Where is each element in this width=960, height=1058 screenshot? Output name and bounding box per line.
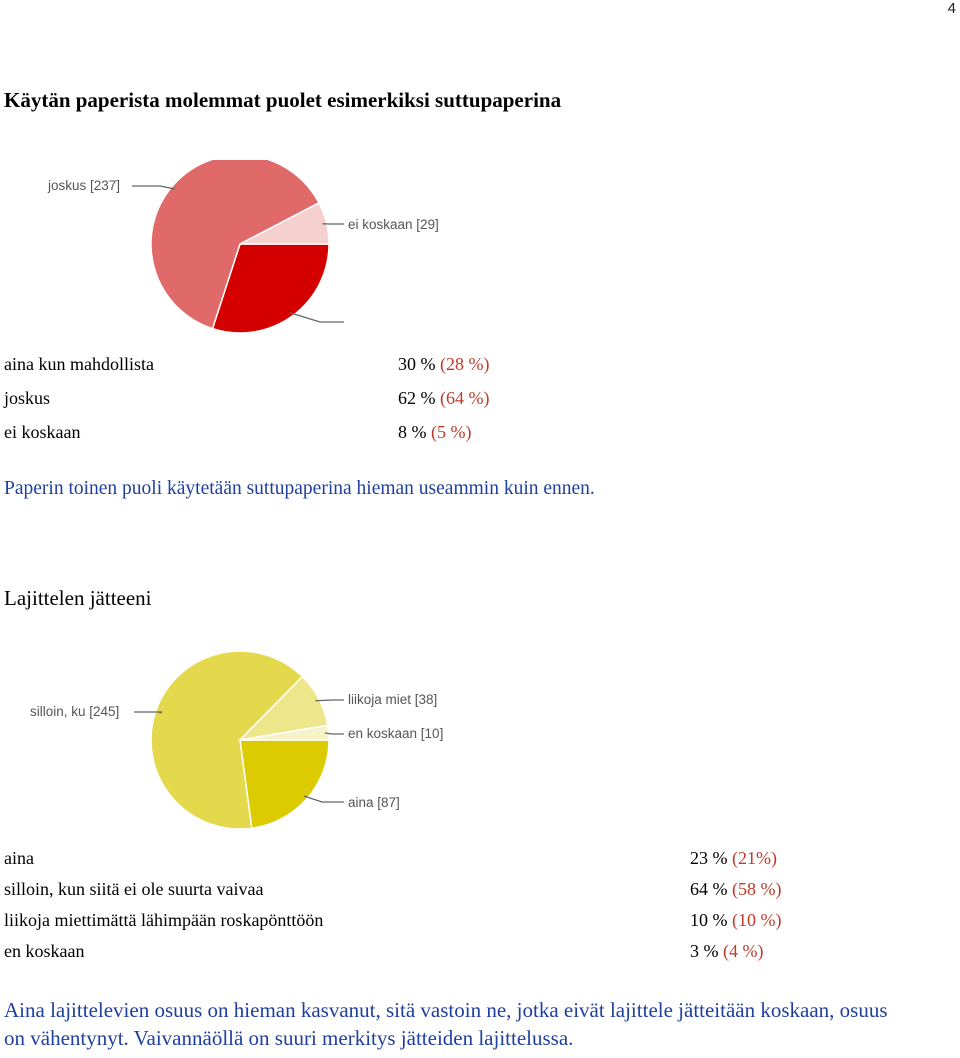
pie1-label-joskus: joskus [237] xyxy=(48,178,121,193)
s2-row-2-value xyxy=(690,910,781,931)
pie2-leader-0 xyxy=(304,796,344,802)
s1-row-1-previous: (64 %) xyxy=(440,388,490,408)
pie1-leader-1 xyxy=(132,186,175,189)
section2-title: Lajittelen jätteeni xyxy=(4,586,152,610)
s2-row-3-previous: (4 %) xyxy=(723,941,764,961)
s1-row-1-value xyxy=(398,388,489,409)
s1-row-2-label: ei koskaan xyxy=(4,422,81,442)
s2-row-1-label: silloin, kun siitä ei ole suurta vaivaa xyxy=(4,879,264,899)
s2-row-0-previous: (21%) xyxy=(732,848,777,868)
s1-row-2-value xyxy=(398,422,471,443)
pie2-slice-0 xyxy=(240,740,329,828)
s1-row-2-previous: (5 %) xyxy=(431,422,472,442)
pie1-leader-0 xyxy=(290,313,344,322)
pie-chart-paper-usage xyxy=(0,160,520,345)
s1-row-0-previous: (28 %) xyxy=(440,354,490,374)
page-number: 4 xyxy=(947,0,956,17)
pie2-label-silloin: silloin, ku [245] xyxy=(30,704,120,719)
s1-row-0-value xyxy=(398,354,489,375)
s2-row-2-label: liikoja miettimättä lähimpään roskapönttöön xyxy=(4,910,324,930)
s1-row-1-label: joskus xyxy=(4,388,51,408)
s2-row-0-current: 23 % xyxy=(690,848,728,868)
pie2-label-aina: aina [87] xyxy=(348,795,400,810)
pie2-label-liikoja: liikoja miet [38] xyxy=(348,692,438,707)
s1-row-2-current: 8 % xyxy=(398,422,427,442)
pie1-label-ei-koskaan: ei koskaan [29] xyxy=(348,217,439,232)
section2-note: Aina lajittelevien osuus on hieman kasvanut, sitä vastoin ne, jotka eivät lajittele jätteitään koskaan, osuus on vähentynyt. Vaivannäöllä on suuri merkitys jätteiden lajittelussa. xyxy=(4,998,888,1050)
s2-row-3-value xyxy=(690,941,763,962)
pie2-leader-2 xyxy=(315,700,344,701)
s2-row-2-current: 10 % xyxy=(690,910,728,930)
s2-row-0-value xyxy=(690,848,777,869)
s2-row-1-current: 64 % xyxy=(690,879,728,899)
s1-row-0-current: 30 % xyxy=(398,354,436,374)
s2-row-1-previous: (58 %) xyxy=(732,879,782,899)
s2-row-2-previous: (10 %) xyxy=(732,910,782,930)
section1-note: Paperin toinen puoli käytetään suttupaperina hieman useammin kuin ennen. xyxy=(4,478,595,499)
s2-row-3-current: 3 % xyxy=(690,941,719,961)
pie-chart-waste-sorting xyxy=(0,640,520,840)
s1-row-0-label: aina kun mahdollista xyxy=(4,354,154,374)
section1-title: Käytän paperista molemmat puolet esimerkiksi suttupaperina xyxy=(4,88,562,112)
s1-row-1-current: 62 % xyxy=(398,388,436,408)
s2-row-1-value xyxy=(690,879,781,900)
pie2-label-en-koskaan: en koskaan [10] xyxy=(348,726,444,741)
pie2-leader-3 xyxy=(325,733,344,734)
s2-row-3-label: en koskaan xyxy=(4,941,85,961)
s2-row-0-label: aina xyxy=(4,848,34,868)
